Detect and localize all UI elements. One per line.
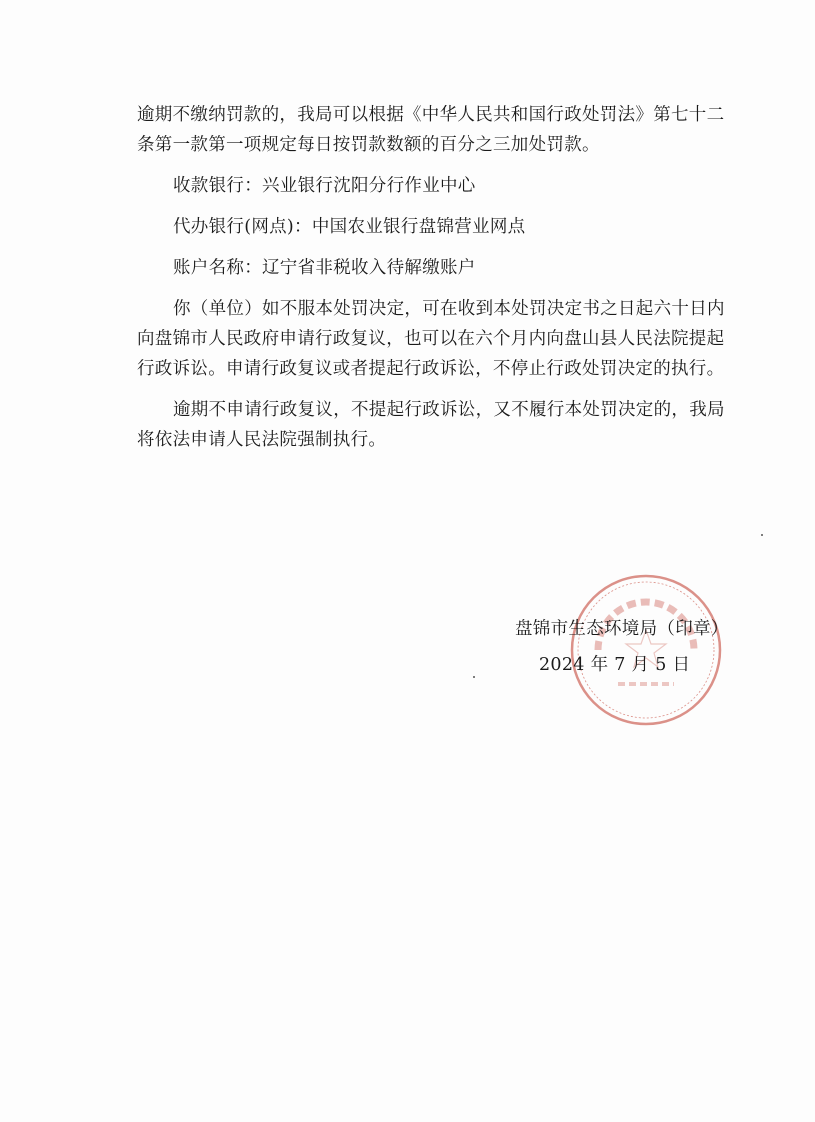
issue-date: 2024 年 7 月 5 日 (539, 655, 691, 675)
paragraph-line: 条第一款第一项规定每日按罚款数额的百分之三加处罚款。 (137, 135, 600, 155)
paragraph-agent-bank (137, 212, 777, 242)
paragraph-line: 账户名称：辽宁省非税收入待解缴账户 (173, 258, 476, 278)
paragraph-line: 将依法申请人民法院强制执行。 (137, 430, 387, 450)
scan-speck (761, 534, 763, 536)
paragraph-line: 逾期不缴纳罚款的，我局可以根据《中华人民共和国行政处罚法》第七十二 (137, 105, 725, 125)
issuing-organization: 盘锦市生态环境局（印章） (515, 619, 729, 639)
paragraph-line: 代办银行(网点)：中国农业银行盘锦营业网点 (173, 217, 526, 237)
paragraph-receiving-bank (137, 171, 777, 201)
paragraph-account-name (137, 253, 777, 283)
paragraph-appeal-rights (137, 294, 777, 384)
paragraph-line: 逾期不申请行政复议，不提起行政诉讼，又不履行本处罚决定的，我局 (173, 400, 725, 420)
paragraph-overdue-penalty (137, 100, 777, 160)
paragraph-line: 行政诉讼。申请行政复议或者提起行政诉讼，不停止行政处罚决定的执行。 (137, 359, 725, 379)
document-body (137, 100, 777, 466)
paragraph-enforcement (137, 395, 777, 455)
paragraph-line: 你（单位）如不服本处罚决定，可在收到本处罚决定书之日起六十日内 (173, 299, 725, 319)
paragraph-line: 向盘锦市人民政府申请行政复议，也可以在六个月内向盘山县人民法院提起 (137, 329, 725, 349)
signature-block (515, 614, 775, 680)
paragraph-line: 收款银行：兴业银行沈阳分行作业中心 (173, 176, 476, 196)
scan-speck (473, 676, 475, 678)
